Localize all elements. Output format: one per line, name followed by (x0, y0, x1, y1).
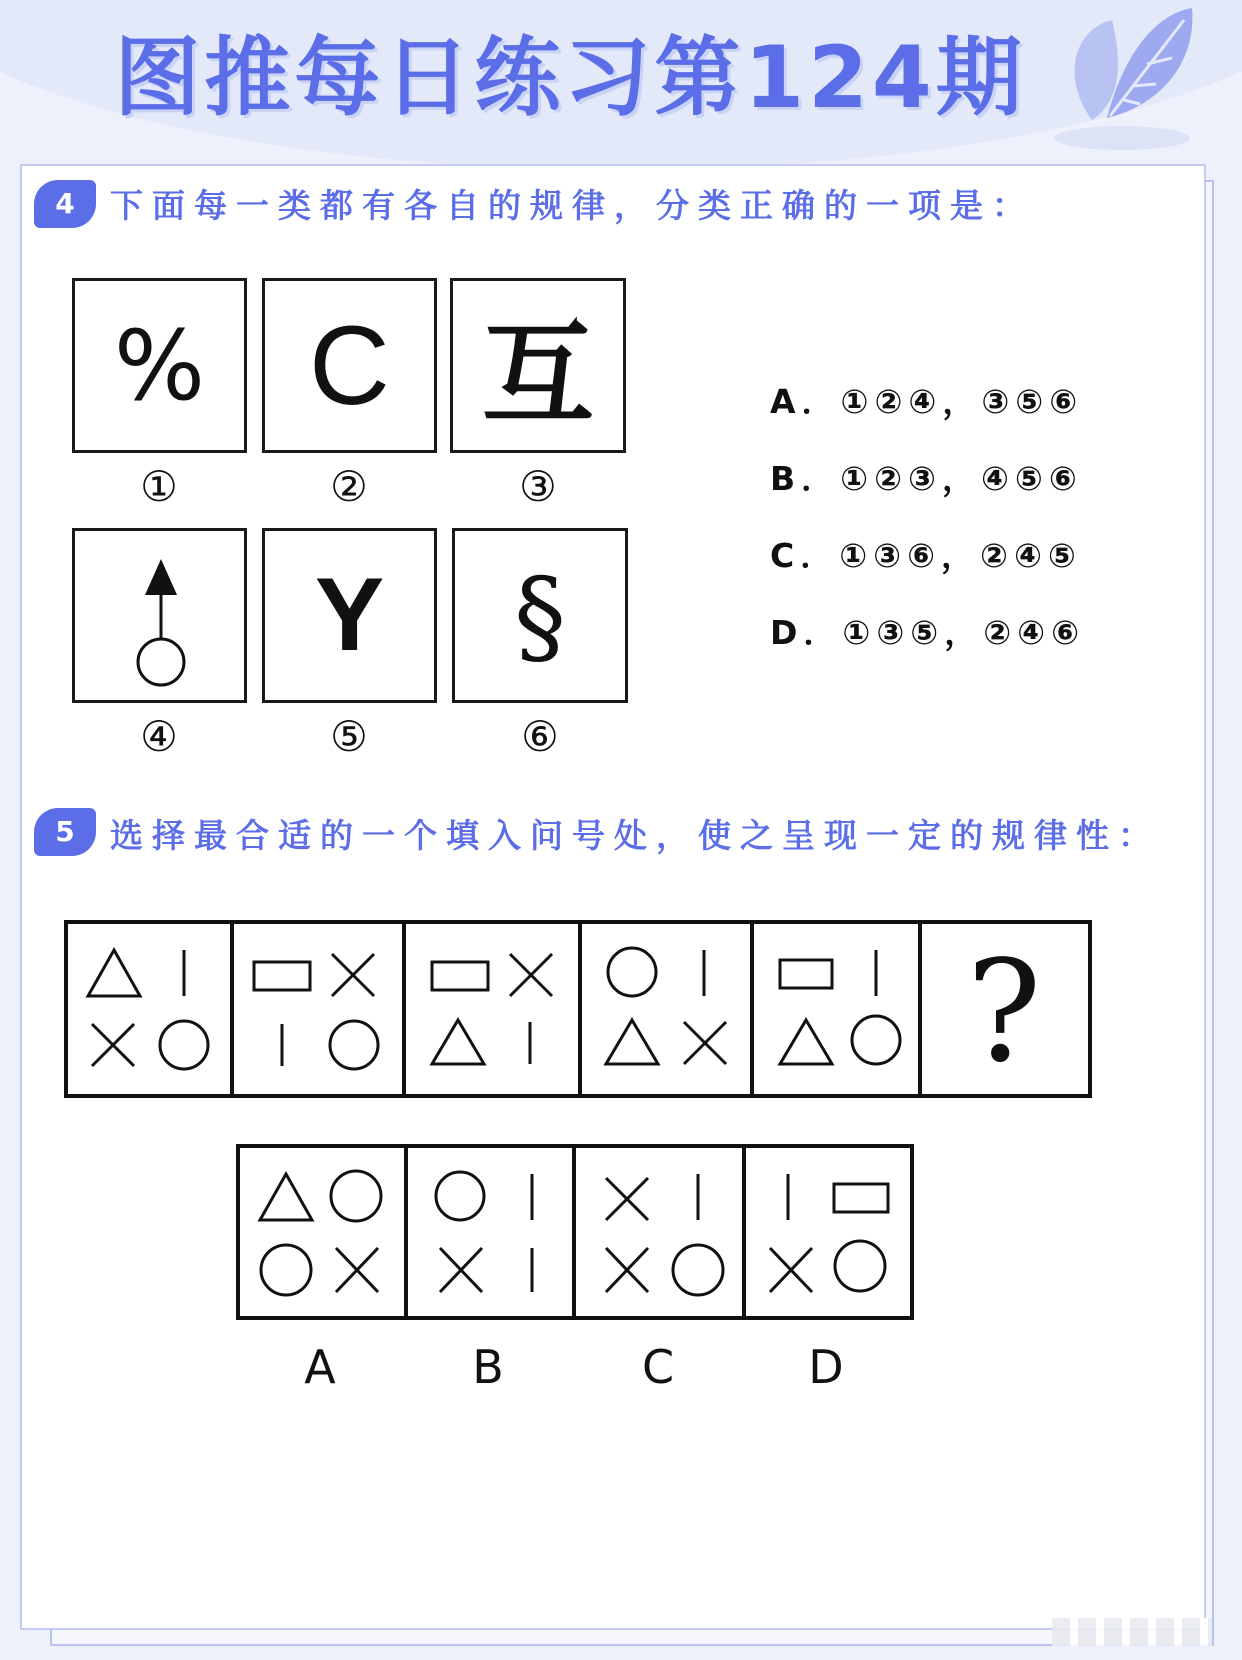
answer-b-label[interactable]: B (472, 1340, 504, 1394)
answer-a-label[interactable]: A (304, 1340, 336, 1394)
answer-d-label[interactable]: D (808, 1340, 844, 1394)
figure-6-symbol: § (514, 554, 566, 677)
sequence-cell-2 (254, 954, 378, 1069)
figure-4-label: ④ (140, 712, 178, 761)
figure-6 (452, 528, 628, 703)
answer-d-figure[interactable] (770, 1174, 888, 1292)
arrow-circle-icon (75, 531, 244, 700)
figure-5-symbol: Y (314, 557, 385, 673)
figure-5-label: ⑤ (330, 712, 368, 761)
figure-3 (450, 278, 626, 453)
figure-6-label: ⑥ (521, 712, 559, 761)
answer-c-label[interactable]: C (641, 1340, 675, 1394)
page-title: 图推每日练习第124期 (114, 28, 1026, 128)
sequence-cell-3 (432, 954, 552, 1064)
sequence-cell-1 (88, 950, 208, 1069)
content-card (20, 164, 1206, 1630)
figure-4 (72, 528, 247, 703)
answer-c-figure[interactable] (606, 1174, 723, 1295)
sequence-cell-4 (606, 948, 726, 1064)
sequence-figure (64, 920, 1094, 1100)
answer-a-figure[interactable] (260, 1171, 381, 1295)
answer-figure (236, 1144, 916, 1324)
watermark (1052, 1618, 1212, 1646)
figure-1 (72, 278, 247, 453)
question-mark: ? (966, 931, 1042, 1094)
figure-3-symbol: 互 (482, 310, 594, 440)
option-c[interactable]: C．①③⑥，②④⑤ (770, 536, 1082, 575)
question-5-text: 选择最合适的一个填入问号处，使之呈现一定的规律性： (110, 816, 1160, 855)
question-4-badge: 4 (34, 180, 96, 228)
figure-3-label: ③ (519, 462, 557, 511)
leaf-decoration-icon (1052, 0, 1202, 160)
figure-1-symbol: % (113, 309, 206, 422)
figure-2-symbol: C (309, 303, 390, 428)
figure-5 (262, 528, 437, 703)
option-d[interactable]: D．①③⑤，②④⑥ (770, 613, 1086, 652)
question-4-text: 下面每一类都有各自的规律，分类正确的一项是： (110, 186, 1034, 225)
sequence-cell-5 (780, 950, 900, 1064)
figure-2-label: ② (330, 462, 368, 511)
option-a[interactable]: A．①②④，③⑤⑥ (770, 382, 1084, 421)
figure-1-label: ① (140, 462, 178, 511)
answer-b-figure[interactable] (436, 1172, 532, 1292)
question-5-badge: 5 (34, 808, 96, 856)
figure-2 (262, 278, 437, 453)
option-b[interactable]: B．①②③，④⑤⑥ (770, 459, 1083, 498)
